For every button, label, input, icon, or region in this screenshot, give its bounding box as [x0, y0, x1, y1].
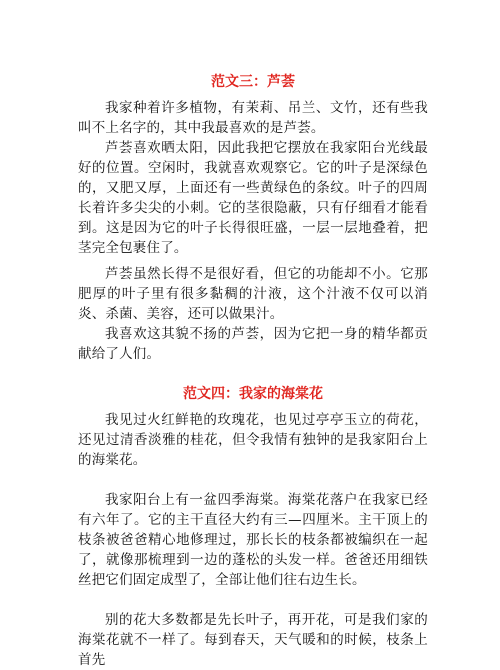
section-4-paragraph-1: 我见过火红鲜艳的玫瑰花，也见过亭亭玉立的荷花，还见过清香淡雅的桂花，但令我情有独钟的是我家阳台上的海棠花。 [78, 412, 428, 468]
section-4-paragraph-3: 别的花大多数都是先长叶子，再开花，可是我们家的海棠花就不一样了。每到春天，天气暖和的时候，枝条上首先 [78, 612, 428, 668]
section-4-paragraph-2: 我家阳台上有一盆四季海棠。海棠花落户在我家已经有六年了。它的主干直径大约有三—四厘米。主干顶上的枝条被爸爸精心地修理过，那长长的枝条都被编织在一起了，就像那梳理到一边的蓬松的头发一样。爸爸还用细铁丝把它们固定成型了，全部让他们往右边生长。 [78, 492, 428, 588]
section-3-paragraph-1: 我家种着许多植物，有茉莉、吊兰、文竹，还有些我叫不上名字的，其中我最喜欢的是芦荟。 [78, 100, 428, 136]
section-4-title: 范文四：我家的海棠花 [183, 386, 323, 402]
section-3-paragraph-2: 芦荟喜欢晒太阳，因此我把它摆放在我家阳台光线最好的位置。空闲时，我就喜欢观察它。它的叶子是深绿色的，又肥又厚，上面还有一些黄绿色的条纹。叶子的四周长着许多尖尖的小刺。它的茎很隐蔽，只有仔细看才能看到。这是因为它的叶子长得很旺盛，一层一层地叠着，把茎完全包裹住了。 [78, 140, 428, 256]
section-3-paragraph-4: 我喜欢这其貌不扬的芦荟，因为它把一身的精华都贡献给了人们。 [78, 326, 428, 362]
document-page [78, 72, 428, 670]
section-3-paragraph-3: 芦荟虽然长得不是很好看，但它的功能却不小。它那肥厚的叶子里有很多黏稠的汁液，这个汁液不仅可以消炎、杀菌、美容，还可以做果汁。 [78, 266, 428, 322]
section-3-title: 范文三：芦荟 [211, 74, 295, 90]
